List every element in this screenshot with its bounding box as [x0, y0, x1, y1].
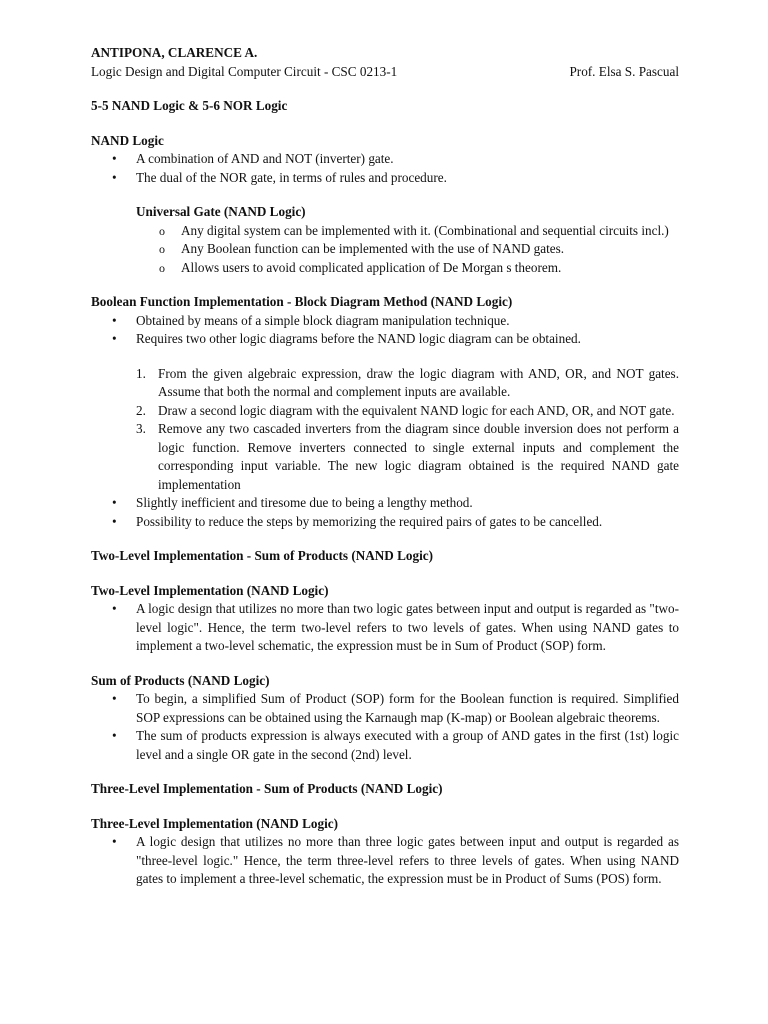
bullet-icon: • [112, 728, 117, 743]
bullet-icon: • [112, 513, 117, 529]
list-item: o Allows users to avoid complicated application of De Morgan s theorem. [91, 259, 679, 278]
bullet-icon: • [112, 495, 117, 510]
block-diagram-heading: Boolean Function Implementation - Block Diagram Method (NAND Logic) [91, 294, 513, 309]
three-level-section-heading: Three-Level Implementation - Sum of Products (NAND Logic) [91, 781, 443, 796]
sop-list [91, 690, 679, 764]
step-item: 2. Draw a second logic diagram with the equivalent NAND logic for each AND, OR, and NOT gate. [91, 402, 679, 421]
list-item: • Possibility to reduce the steps by memorizing the required pairs of gates to be cancelled. [91, 513, 679, 532]
list-item: • A combination of AND and NOT (inverter) gate. [91, 150, 679, 169]
three-level-list [91, 833, 679, 889]
step-number: 2. [136, 402, 146, 418]
bullet-icon: • [112, 691, 117, 706]
universal-gate-list [91, 222, 679, 278]
two-level-section-heading: Two-Level Implementation - Sum of Products (NAND Logic) [91, 548, 433, 563]
bullet-icon: • [112, 601, 117, 616]
block-diagram-notes-list [91, 494, 679, 531]
author-name: ANTIPONA, CLARENCE A. [91, 45, 258, 60]
circle-bullet-icon: o [159, 242, 165, 256]
universal-gate-heading: Universal Gate (NAND Logic) [136, 204, 306, 219]
step-item: 3. Remove any two cascaded inverters from the diagram since double inversion does not perform a logic function. Remove inverters connected to single external inputs and complement the corresponding input variable. The new logic diagram obtained is the required NAND gate implementation [136, 421, 679, 492]
list-item: • A logic design that utilizes no more than two logic gates between input and output is regarded as "two-level logic". Hence, the term two-level refers to two levels of gates. When using NAND gates to implement a two-level schematic, the expression must be in Sum of Product (SOP) form. [112, 601, 679, 653]
list-item: o Any digital system can be implemented with it. (Combinational and sequential circuits incl.) [91, 222, 679, 241]
block-diagram-list [91, 312, 679, 349]
sop-heading: Sum of Products (NAND Logic) [91, 672, 270, 688]
bullet-icon: • [112, 834, 117, 849]
bullet-icon: • [112, 169, 117, 185]
circle-bullet-icon: o [159, 260, 165, 275]
list-item: • Obtained by means of a simple block diagram manipulation technique. [91, 312, 679, 331]
nand-logic-list [91, 150, 679, 187]
list-item: • The sum of products expression is always executed with a group of AND gates in the first (1st) logic level and a single OR gate in the second (2nd) level. [112, 728, 679, 762]
two-level-heading: Two-Level Implementation (NAND Logic) [91, 582, 329, 598]
step-item: 1. From the given algebraic expression, draw the logic diagram with AND, OR, and NOT gates. Assume that both the normal and complement inputs are available. [136, 365, 679, 399]
block-diagram-steps [91, 365, 679, 495]
document-title: 5-5 NAND Logic & 5-6 NOR Logic [91, 98, 288, 113]
step-number: 3. [136, 421, 146, 436]
step-number: 1. [136, 365, 146, 381]
list-item: • Requires two other logic diagrams before the NAND logic diagram can be obtained. [91, 330, 679, 349]
course-title: Logic Design and Digital Computer Circuit - CSC 0213-1 [91, 63, 398, 79]
list-item: • A logic design that utilizes no more than three logic gates between input and output is regarded as "three-level logic." Hence, the term three-level refers to three levels of gates. When using NAND gates to implement a three-level schematic, the expression must be in Product of Sums (POS) form. [112, 834, 679, 886]
header-course-row [91, 63, 679, 82]
bullet-icon: • [112, 331, 117, 346]
professor-name: Prof. Elsa S. Pascual [569, 63, 679, 79]
list-item: • Slightly inefficient and tiresome due to being a lengthy method. [91, 494, 679, 513]
bullet-icon: • [112, 151, 117, 166]
document-page [91, 44, 679, 889]
two-level-list [91, 600, 679, 656]
bullet-icon: • [112, 312, 117, 328]
list-item: o Any Boolean function can be implemented with the use of NAND gates. [91, 240, 679, 259]
list-item: • The dual of the NOR gate, in terms of rules and procedure. [91, 169, 679, 188]
nand-logic-heading: NAND Logic [91, 132, 164, 148]
circle-bullet-icon: o [159, 223, 165, 238]
list-item: • To begin, a simplified Sum of Product (SOP) form for the Boolean function is required. Simplified SOP expressions can be obtained using the Karnaugh map (K-map) or Boolean algebraic theorems. [112, 691, 679, 725]
three-level-heading: Three-Level Implementation (NAND Logic) [91, 815, 338, 831]
